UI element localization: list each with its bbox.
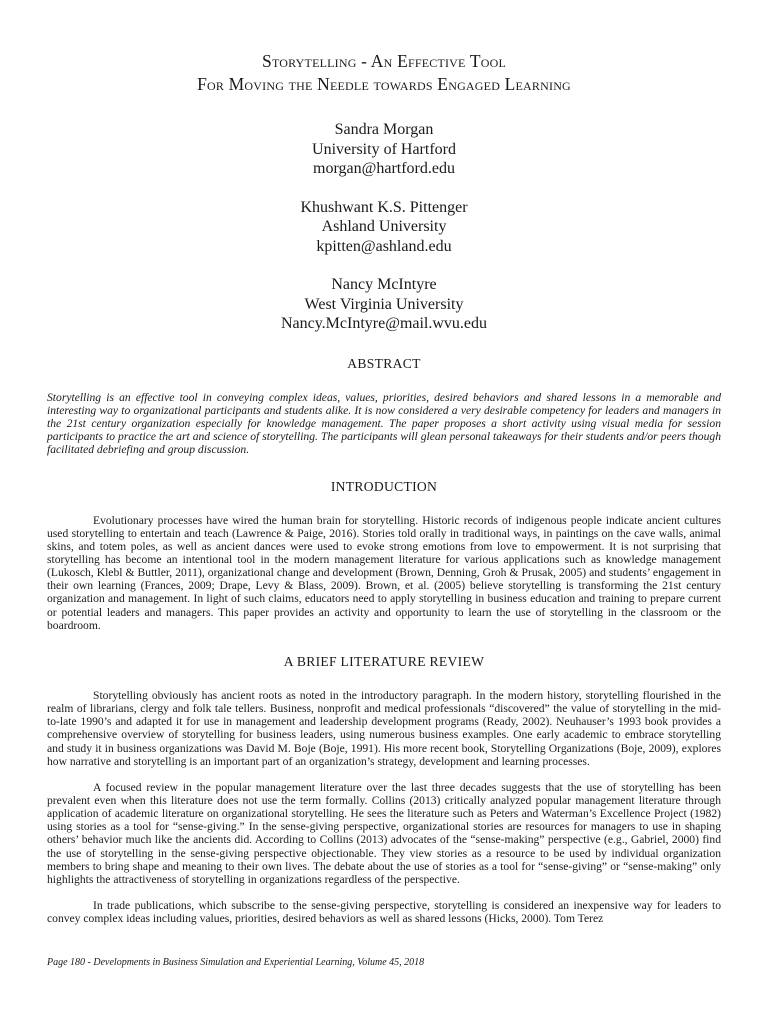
paper-page [47,50,721,938]
author-affiliation: West Virginia University [304,295,464,313]
title-line-2: For Moving the Needle towards Engaged Learning [197,74,571,94]
author-name: Khushwant K.S. Pittenger [300,198,468,216]
author-entry [47,120,721,179]
literature-paragraph: A focused review in the popular management literature over the last three decades suggests that the use of storytelling has been prevalent even when this literature does not use the term formally. Collins (2013) critically analyzed popular management literature through application of academic literature on organizational storytelling. He sees the literature such as Peters and Waterman’s Excellence Project (1982) using stories as a tool for “sense-giving.” In the sense-giving perspective, organizational stories are resources for managers to use in shaping others’ behavior much like the ancients did. According to Collins (2013) advocates of the “sense-making” perspective (e.g., Gabriel, 2000) find the use of storytelling in the sense-giving perspective objectionable. They view stories as a resource to be used by individual organization members to bring shape and meaning to their own lives. The debate about the use of stories as a tool for “sense-giving” or “sense-making” only highlights the attractiveness of storytelling in organizations regardless of the perspective. [47,780,721,886]
literature-review-heading: A BRIEF LITERATURE REVIEW [283,653,485,669]
author-name: Sandra Morgan [334,121,434,138]
page-footer: Page 180 - Developments in Business Simulation and Experiential Learning, Volume 45, 2018 [47,957,425,968]
introduction-heading: INTRODUCTION [330,478,438,494]
author-affiliation: University of Hartford [312,140,456,158]
author-email: morgan@hartford.edu [313,160,455,177]
author-block [47,120,721,334]
literature-paragraph: In trade publications, which subscribe to the sense-giving perspective, storytelling is considered an inexpensive way for leaders to convey complex ideas including values, priorities, desired behaviors as well as shared lessons (Hicks, 2000). Tom Terez [47,899,721,926]
author-name: Nancy McIntyre [331,276,437,293]
author-email: Nancy.McIntyre@mail.wvu.edu [280,315,488,332]
intro-paragraph: Evolutionary processes have wired the human brain for storytelling. Historic records of indigenous people indicate ancient cultures used storytelling to entertain and teach (Lawrence & Paige, 2016). Stories told orally in traditional ways, in paintings on the cave walls, animal skins, and totem poles, as well as ancient dances were used to evoke strong emotions from love to empowerment. It is not surprising that storytelling has become an intentional tool in the modern management literature for various applications such as knowledge management (Lukosch, Klebl & Buttler, 2011), organizational change and development (Brown, Denning, Groh & Prusak, 2005) and students’ engagement in their own learning (Frances, 2009; Drape, Levy & Blass, 2009). Brown, et al. (2005) believe storytelling is transforming the 21st century organization and management. In light of such claims, educators need to apply storytelling in business education and training to prepare current or potential leaders and managers. This paper provides an activity and opportunity to learn the use of storytelling in the classroom or the boardroom. [47,513,721,632]
abstract-heading: ABSTRACT [347,355,421,371]
author-entry [47,275,721,334]
abstract-text: Storytelling is an effective tool in conveying complex ideas, values, priorities, desired behaviors and shared lessons in a memorable and interesting way to organizational participants and students alike. It is now considered a very desirable competency for leaders and managers in the 21st century organization especially for knowledge management. The paper proposes a short activity using visual media for session participants to practice the art and science of storytelling. The participants will glean personal takeaways for their students and/or peers though facilitated debriefing and group discussion. [47,390,721,457]
author-entry [47,198,721,257]
paper-title [47,50,721,96]
literature-paragraph: Storytelling obviously has ancient roots as noted in the introductory paragraph. In the modern history, storytelling flourished in the realm of librarians, clergy and folk tale tellers. Business, nonprofit and medical professionals “discovered” the value of storytelling in the mid-to-late 1990’s and adapted it for use in management and leadership development programs (Ready, 2002). Neuhauser’s 1993 book provides a comprehensive overview of storytelling for business leaders, using numerous business examples. One early academic to embrace storytelling and study it in business organizations was David M. Boje (Boje, 1991). His more recent book, Storytelling Organizations (Boje, 2009), explores how narrative and storytelling is an important part of an organization’s strategy, development and learning processes. [47,688,721,768]
author-email: kpitten@ashland.edu [316,237,452,255]
author-affiliation: Ashland University [321,218,447,235]
title-line-1: Storytelling - An Effective Tool [262,51,506,71]
